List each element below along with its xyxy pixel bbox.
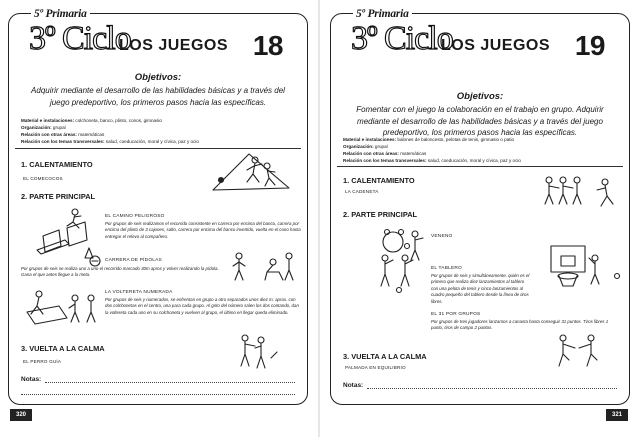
warmup-game: LA CADENETA bbox=[345, 189, 379, 194]
balance-clap-illustration bbox=[545, 332, 615, 376]
cycle-label: 3º Ciclo bbox=[351, 20, 453, 57]
notes-label: Notas: bbox=[21, 376, 42, 383]
notes-line bbox=[21, 394, 295, 395]
lesson-meta bbox=[343, 136, 619, 164]
objectives-text: Adquirir mediante el desarrollo de las habilidades básicas y a través del juego predeportivo, los primeros pasos hacia las específicas. bbox=[31, 86, 285, 107]
meta-row: Relación con los temas transversales: salud, coeducación, moral y cívica, paz y ocio bbox=[21, 139, 199, 145]
drill-title: VENENO bbox=[431, 234, 453, 239]
objectives-text: Fomentar con el juego la colaboración en el trabajo en grupo. Adquirir mediante el desarrollo de las habilidades básicas y a través del juego predeportivo, los primeros pasos hacia las específicas. bbox=[356, 105, 604, 138]
meta-row: Organización: grupal bbox=[21, 125, 66, 131]
drill-title: EL TABLERO bbox=[431, 266, 462, 271]
warmup-illustration bbox=[207, 150, 297, 194]
warmup-game: EL COMECOCOS bbox=[23, 176, 63, 181]
chain-tag-illustration bbox=[537, 172, 621, 216]
divider bbox=[337, 166, 623, 167]
drill-title: CARRERA DE PÍDOLAS bbox=[105, 258, 162, 263]
backboard-players-illustration bbox=[371, 250, 427, 296]
notes-field bbox=[343, 382, 617, 389]
cooldown-heading: 3. VUELTA A LA CALMA bbox=[343, 352, 427, 361]
guide-dog-illustration bbox=[227, 332, 287, 372]
meta-row: Relación con otras áreas: matemáticas bbox=[343, 151, 427, 157]
main-heading: 2. PARTE PRINCIPAL bbox=[21, 192, 96, 201]
drill-title: EL CAMINO PELIGROSO bbox=[105, 214, 165, 219]
notes-field bbox=[21, 376, 295, 383]
drill-description: Por grupos de seis realizamos el recorrido consistente en carrera por encima del banco, carrera por encima del plinto de 3 cajones, salto, carrera por encima del banco invertido, vuelta en el cono hasta entregar el relevo al compañero. bbox=[105, 221, 301, 239]
drill-description: Por grupos de tres jugadores lanzamos a canasta hasta conseguir 31 puntos. Tiros libres 1 punto, tiros de campo 2 puntos. bbox=[431, 319, 609, 331]
lesson-title: LOS JUEGOS bbox=[119, 37, 229, 54]
lesson-card bbox=[330, 8, 630, 405]
meta-row: Material e instalaciones: balones de baloncesto, pelotas de tenis, gimnasio o patio bbox=[343, 137, 515, 142]
page-19 bbox=[320, 0, 638, 437]
meta-row: Relación con los temas transversales: salud, coeducación, moral y cívica, paz y ocio bbox=[343, 158, 521, 164]
level-label: 5º Primaria bbox=[353, 8, 412, 20]
warmup-heading: 1. CALENTAMIENTO bbox=[21, 160, 93, 169]
cycle-label: 3º Ciclo bbox=[29, 20, 131, 57]
cooldown-heading: 3. VUELTA A LA CALMA bbox=[21, 344, 105, 353]
page-18 bbox=[0, 0, 318, 437]
meta-row: Organización: grupal bbox=[343, 144, 388, 150]
divider bbox=[15, 148, 301, 149]
leapfrog-illustration bbox=[227, 250, 299, 284]
drill-description: Por grupos de seis se realiza uno a uno el recorrido marcado 30m aprox y volver realizando la pídola. Gana el que antes llegue a la meta. bbox=[21, 266, 219, 278]
roll-mats-illustration bbox=[19, 284, 103, 330]
page-number: 320 bbox=[10, 409, 32, 421]
meta-row: Material e instalaciones: colchoneta, banco, plinto, conos, gimnasio bbox=[21, 118, 162, 123]
drill-description: Por grupos de seis y numerados, se enfrentan en grupo a otro separados unos diez m. aprox. con dos colchonetas en el centro, una para cada grupo. Al grito del número salen los dos contando, dan la voltereta cada uno en su colchoneta y vuelven al grupo, el último en llegar queda eliminado. bbox=[105, 297, 299, 315]
lesson-number: 19 bbox=[574, 30, 605, 61]
cooldown-game: EL PERRO GUÍA bbox=[23, 359, 62, 364]
drill-title: LA VOLTERETA NUMERADA bbox=[105, 290, 173, 295]
level-label: 5º Primaria bbox=[31, 8, 90, 20]
cooldown-game: PALMADA EN EQUILIBRIO bbox=[345, 365, 406, 370]
notes-line bbox=[367, 388, 617, 389]
page-number: 321 bbox=[606, 409, 628, 421]
meta-row: Relación con otras áreas: matemáticas bbox=[21, 132, 105, 138]
notes-label: Notas: bbox=[343, 382, 364, 389]
main-heading: 2. PARTE PRINCIPAL bbox=[343, 210, 418, 219]
drill-title: EL 31 POR GRUPOS bbox=[431, 312, 481, 317]
lesson-number: 18 bbox=[252, 30, 283, 61]
lesson-meta bbox=[21, 117, 297, 145]
warmup-heading: 1. CALENTAMIENTO bbox=[343, 176, 415, 185]
objectives-heading: Objetivos: bbox=[456, 91, 504, 102]
lesson-card bbox=[8, 8, 308, 405]
basket-illustration bbox=[545, 240, 625, 296]
drill-description: Por grupos de seis y simultáneamente, quién es el primero que realiza diez lanzamientos al tablero con una pelota de tenis y cinco lanzamientos al cuadro pequeño del tablero desde la línea de tiros libres. bbox=[431, 273, 530, 304]
objectives-heading: Objetivos: bbox=[134, 72, 182, 83]
lesson-title: LOS JUEGOS bbox=[441, 37, 551, 54]
notes-line bbox=[45, 382, 295, 383]
